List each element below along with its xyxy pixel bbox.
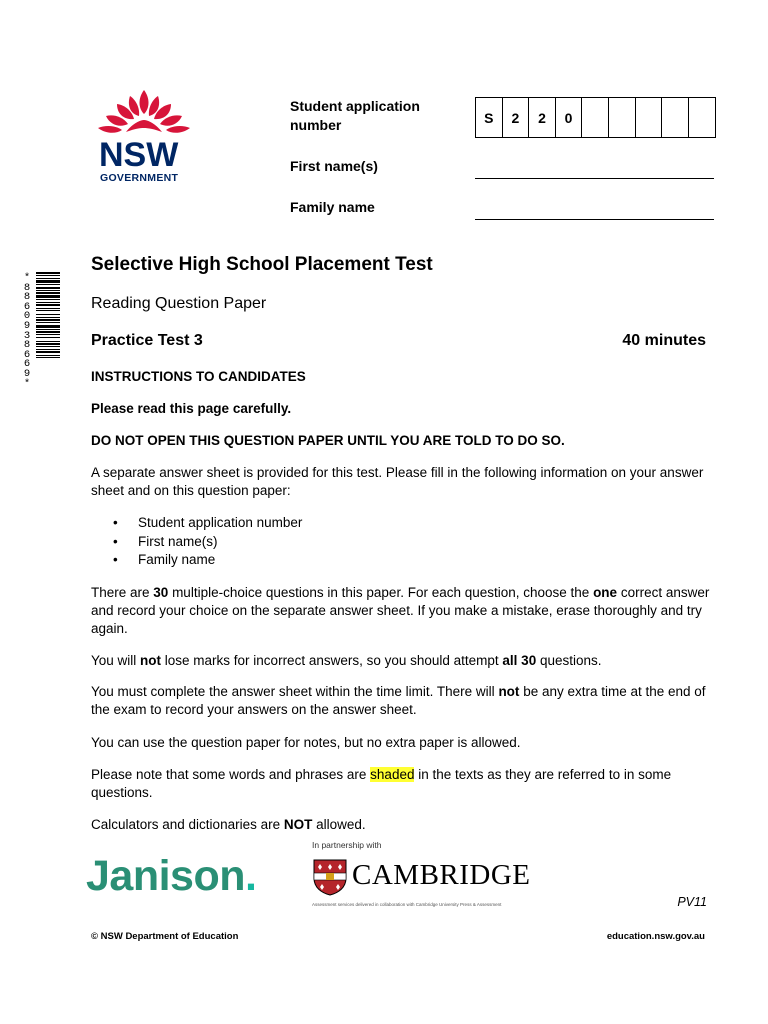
website-link[interactable]: education.nsw.gov.au <box>606 931 705 942</box>
application-number-boxes[interactable] <box>475 97 716 138</box>
practice-test-label: Practice Test 3 <box>91 332 203 349</box>
time-paragraph: You must complete the answer sheet within the time limit. There will not be any extra time at the end of the exam to record your answers on the answer sheet. <box>91 684 706 717</box>
application-number-box[interactable] <box>689 98 716 137</box>
version-label: PV11 <box>677 895 707 909</box>
info-bullet-list <box>91 514 302 570</box>
first-name-label: First name(s) <box>290 158 378 174</box>
shaded-example: shaded <box>370 767 415 782</box>
cambridge-tagline: Assessment services delivered in collaboration with Cambridge University Press & Assessment <box>312 902 502 907</box>
page-subtitle: Reading Question Paper <box>91 295 267 312</box>
application-number-box[interactable] <box>636 98 663 137</box>
application-number-box[interactable] <box>662 98 689 137</box>
instructions-heading: INSTRUCTIONS TO CANDIDATES <box>91 369 306 384</box>
marks-paragraph: You will not lose marks for incorrect answers, so you should attempt all 30 questions. <box>91 653 602 668</box>
questions-paragraph: There are 30 multiple-choice questions in this paper. For each question, choose the one correct answer and record your choice on the separate answer sheet. If you make a mistake, erase thoroughly and try again. <box>91 585 710 636</box>
first-name-field[interactable] <box>475 178 714 179</box>
answer-sheet-intro: A separate answer sheet is provided for this test. Please fill in the following information on your answer sheet and on this question paper: <box>91 465 704 498</box>
duration-label: 40 minutes <box>622 332 706 349</box>
application-number-box[interactable]: 2 <box>503 98 530 137</box>
list-item: • First name(s) <box>113 533 218 549</box>
calculators-paragraph: Calculators and dictionaries are NOT allowed. <box>91 817 366 832</box>
shaded-paragraph: Please note that some words and phrases are shaded in the texts as they are referred to in some questions. <box>91 767 672 800</box>
list-item: • Family name <box>113 552 216 567</box>
page-title: Selective High School Placement Test <box>91 254 433 275</box>
application-number-box[interactable] <box>609 98 636 137</box>
nsw-government-logo <box>96 88 192 186</box>
application-number-box[interactable] <box>582 98 609 137</box>
barcode-digits: *886093866 9* <box>23 272 31 390</box>
do-not-open-warning: DO NOT OPEN THIS QUESTION PAPER UNTIL YOU ARE TOLD TO DO SO. <box>91 433 565 448</box>
notes-paragraph: You can use the question paper for notes, but no extra paper is allowed. <box>91 735 521 750</box>
cambridge-wordmark: CAMBRIDGE <box>352 859 531 891</box>
read-carefully-note: Please read this page carefully. <box>91 401 292 416</box>
list-item: • Student application number <box>113 515 303 530</box>
government-wordmark: GOVERNMENT <box>100 172 179 184</box>
application-number-box[interactable]: 2 <box>529 98 556 137</box>
janison-logo: Janison. <box>86 852 257 900</box>
application-number-box[interactable]: 0 <box>556 98 583 137</box>
copyright: © NSW Department of Education <box>91 931 239 942</box>
application-number-box[interactable]: S <box>476 98 503 137</box>
nsw-wordmark: NSW <box>99 136 179 174</box>
waratah-icon <box>96 88 192 136</box>
application-number-label: Student application number <box>290 98 420 133</box>
cambridge-shield-icon <box>312 858 348 896</box>
partnership-label: In partnership with <box>312 840 382 850</box>
family-name-label: Family name <box>290 199 375 215</box>
family-name-field[interactable] <box>475 219 714 220</box>
